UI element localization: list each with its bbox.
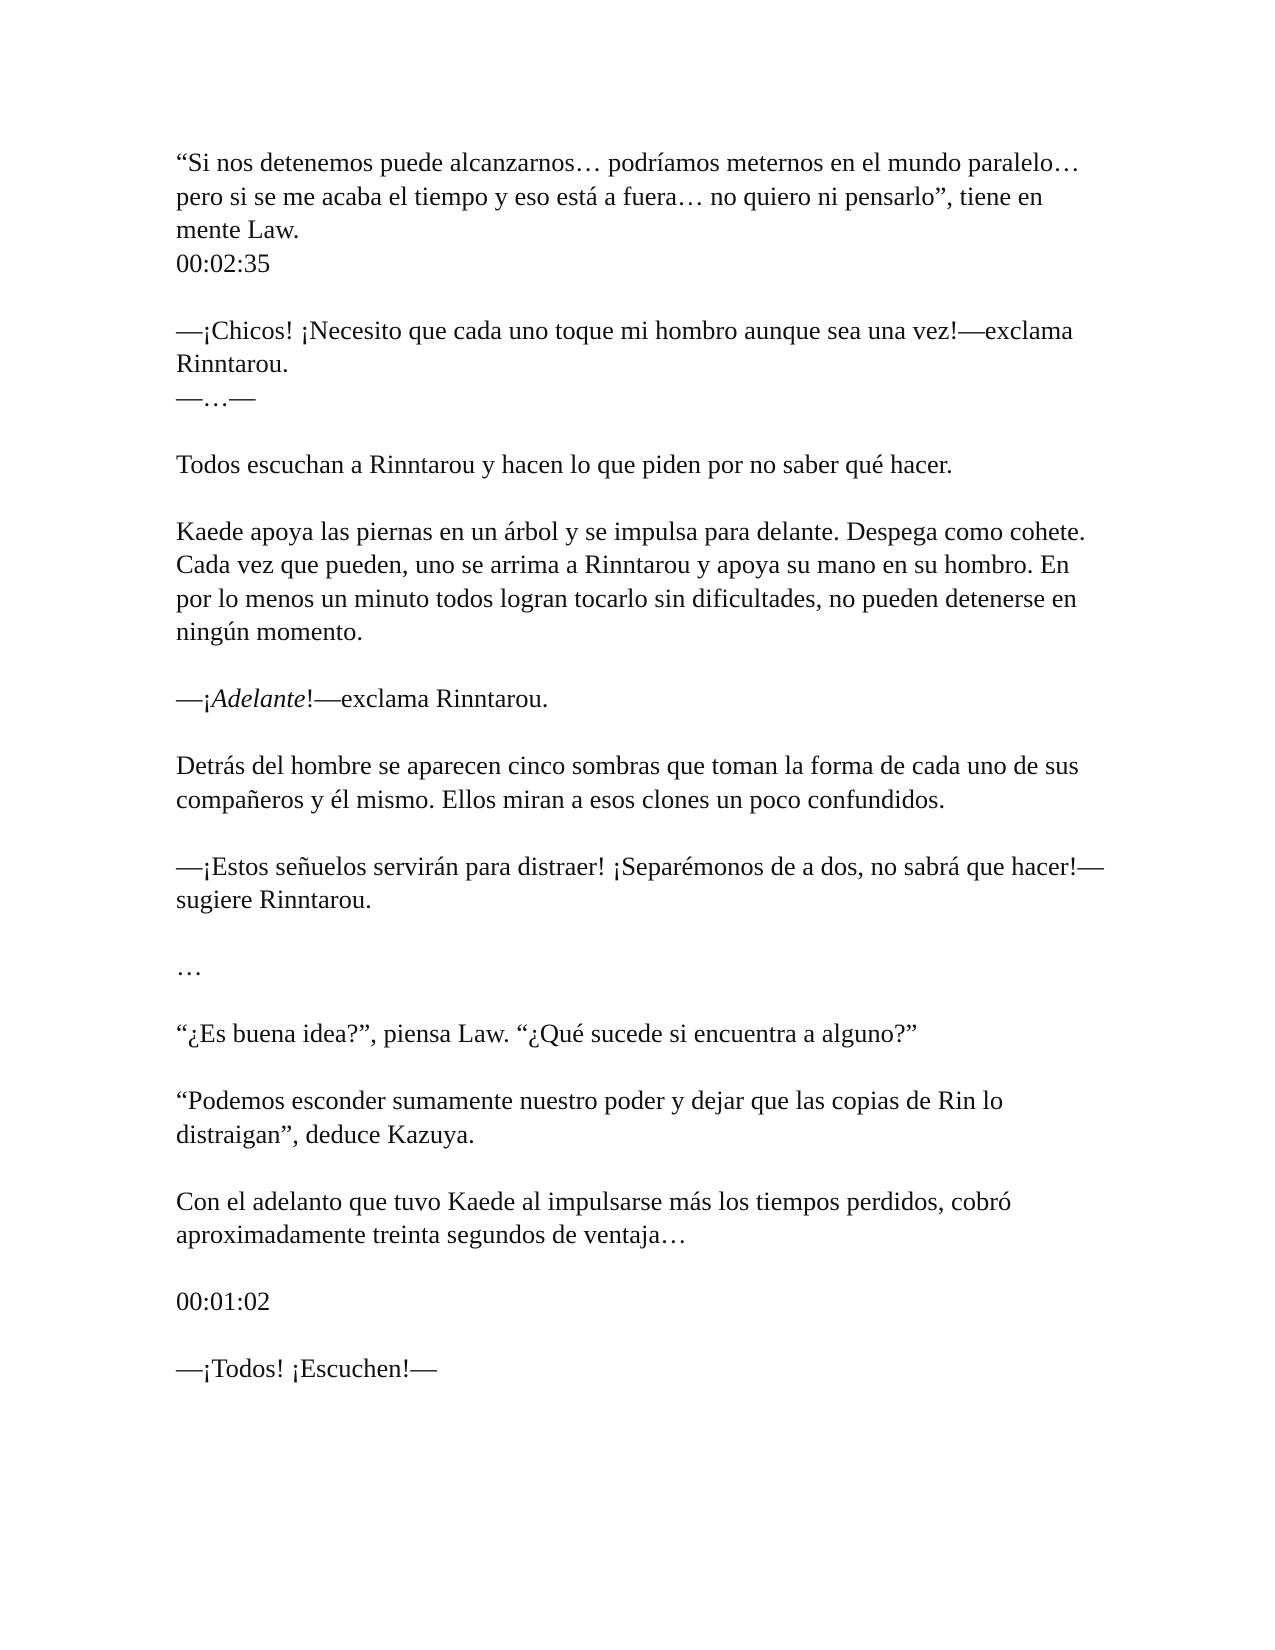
dialogue-paragraph: —¡Todos! ¡Escuchen!— [176,1353,437,1383]
paragraph-gap [176,649,1106,683]
paragraph-gap [176,984,1106,1018]
dialogue-paragraph: —¡Estos señuelos servirán para distraer! ¡Separémonos de a dos, no sabrá que hacer!—sugiere Rinntarou. [176,850,1104,914]
paragraph: Detrás del hombre se aparecen cinco sombras que toman la forma de cada uno de sus compañeros y él mismo. Ellos miran a esos clones un poco confundidos. [176,750,1079,814]
paragraph: Kaede apoya las piernas en un árbol y se impulsa para delante. Despega como cohete. [176,515,1086,546]
dialogue-suffix: !—exclama Rinntarou. [305,683,549,713]
timer-text: 00:01:02 [176,1286,271,1316]
paragraph: “Si nos detenemos puede alcanzarnos… podríamos meternos en el mundo paralelo… pero si se me acaba el tiempo y eso está a fuera… no quiero ni pensarlo”, tiene en mente Law. [176,147,1080,244]
paragraph-gap [176,1252,1106,1286]
paragraph-gap [176,414,1106,448]
paragraph: Cada vez que pueden, uno se arrima a Rinntarou y apoya su mano en su hombro. En por lo menos un minuto todos logran tocarlo sin dificultades, no pueden detenerse en ningún momento. [176,549,1077,646]
paragraph: Con el adelanto que tuvo Kaede al impulsarse más los tiempos perdidos, cobró aproximadamente treinta segundos de ventaja… [176,1185,1012,1249]
paragraph-gap [176,1051,1106,1085]
scene-break: … [176,951,203,981]
italic-word: Adelante [211,683,306,713]
dialogue-paragraph [176,682,1106,716]
thought-paragraph: “Podemos esconder sumamente nuestro poder y dejar que las copias de Rin lo distraigan”, deduce Kazuya. [176,1085,1004,1149]
paragraph-gap [176,816,1106,850]
paragraph-gap [176,917,1106,951]
dialogue-paragraph: —¡Chicos! ¡Necesito que cada uno toque mi hombro aunque sea una vez!—exclama Rinntarou. [176,314,1074,378]
timer-text: 00:02:35 [176,247,271,278]
paragraph-gap [176,280,1106,314]
thought-paragraph: “¿Es buena idea?”, piensa Law. “¿Qué sucede si encuentra a alguno?” [176,1018,918,1048]
paragraph-gap [176,1151,1106,1185]
document-body [176,146,1106,1386]
paragraph-gap [176,481,1106,515]
dialogue-prefix: —¡ [176,683,212,713]
paragraph-gap [176,1319,1106,1353]
dialogue-paragraph: —…— [176,381,256,412]
paragraph: Todos escuchan a Rinntarou y hacen lo que piden por no saber qué hacer. [176,448,953,479]
paragraph-gap [176,716,1106,750]
